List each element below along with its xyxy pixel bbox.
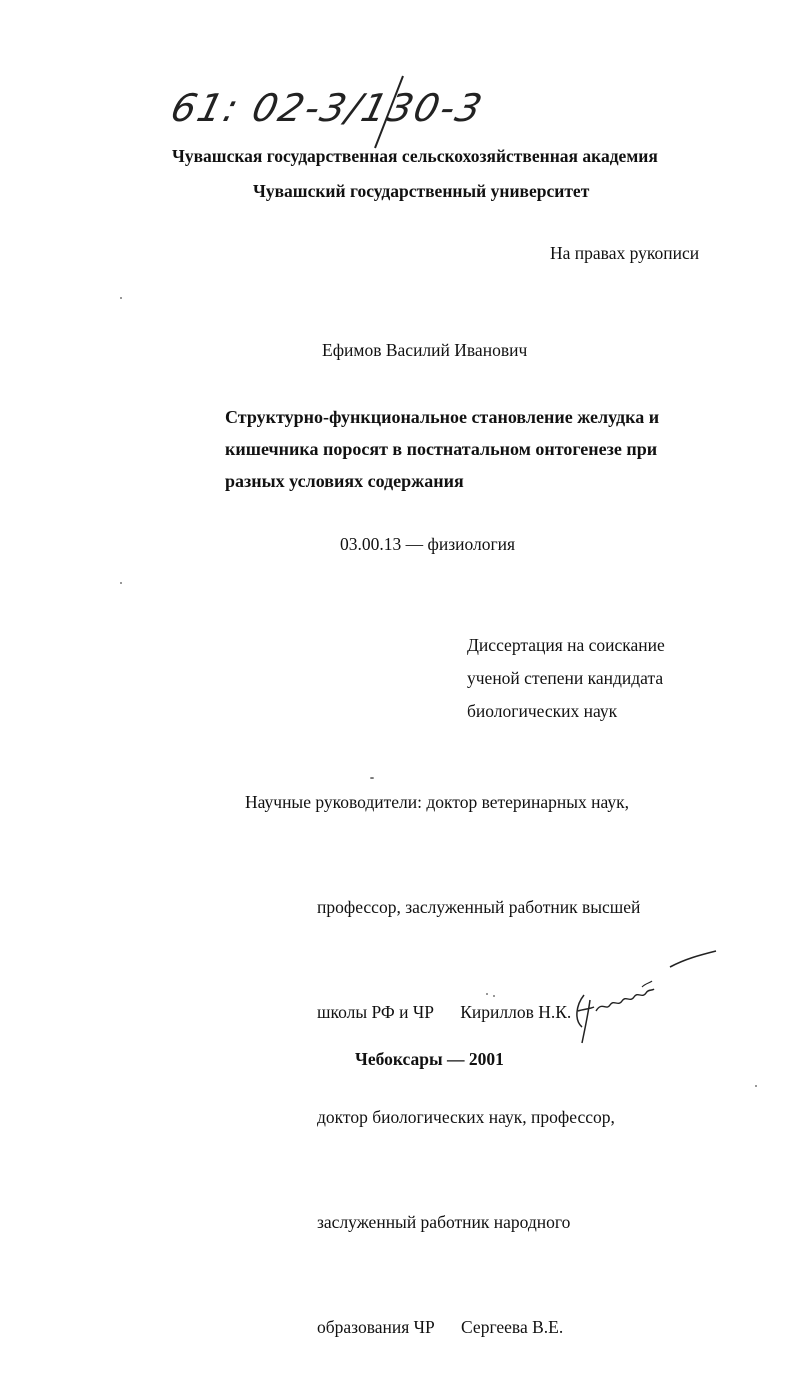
scan-speck <box>493 995 495 997</box>
specialty-code: 03.00.13 — физиология <box>340 534 516 554</box>
rights-notice: На правах рукописи <box>550 243 700 263</box>
organization-name-1: Чувашская государственная сельскохозяйственная академия <box>172 146 658 166</box>
dissertation-line: ученой степени кандидата <box>467 668 664 688</box>
scan-speck <box>755 1085 757 1087</box>
scan-speck <box>370 777 374 779</box>
supervisors-label: Научные руководители: доктор ветеринарных наук, <box>245 792 630 812</box>
dissertation-line: биологических наук <box>467 701 618 721</box>
scan-speck <box>120 582 122 584</box>
supervisor-line: доктор биологических наук, профессор, <box>317 1107 615 1127</box>
handwritten-slash-mark <box>355 72 415 152</box>
supervisor-line: образования ЧР Сергеева В.Е. <box>317 1317 564 1337</box>
dissertation-info <box>467 629 665 728</box>
scan-speck <box>120 297 122 299</box>
city-year: Чебоксары — 2001 <box>355 1049 504 1069</box>
author-signature <box>560 945 720 1045</box>
author-name: Ефимов Василий Иванович <box>322 340 528 360</box>
dissertation-title <box>225 401 695 497</box>
organization-name-2: Чувашский государственный университет <box>253 181 590 201</box>
title-line: разных условиях содержания <box>225 471 464 491</box>
dissertation-line: Диссертация на соискание <box>467 635 665 655</box>
archive-code-handwritten: 61: 02-3/130-3 <box>166 86 489 130</box>
supervisor-line: заслуженный работник народного <box>317 1212 571 1232</box>
supervisors-list <box>317 820 640 1380</box>
title-line: кишечника поросят в постнатальном онтогенезе при <box>225 439 658 459</box>
supervisor-line: профессор, заслуженный работник высшей <box>317 897 641 917</box>
scan-speck <box>486 993 488 995</box>
supervisor-line: школы РФ и ЧР Кириллов Н.К. <box>317 1002 572 1022</box>
title-line: Структурно-функциональное становление желудка и <box>225 407 660 427</box>
